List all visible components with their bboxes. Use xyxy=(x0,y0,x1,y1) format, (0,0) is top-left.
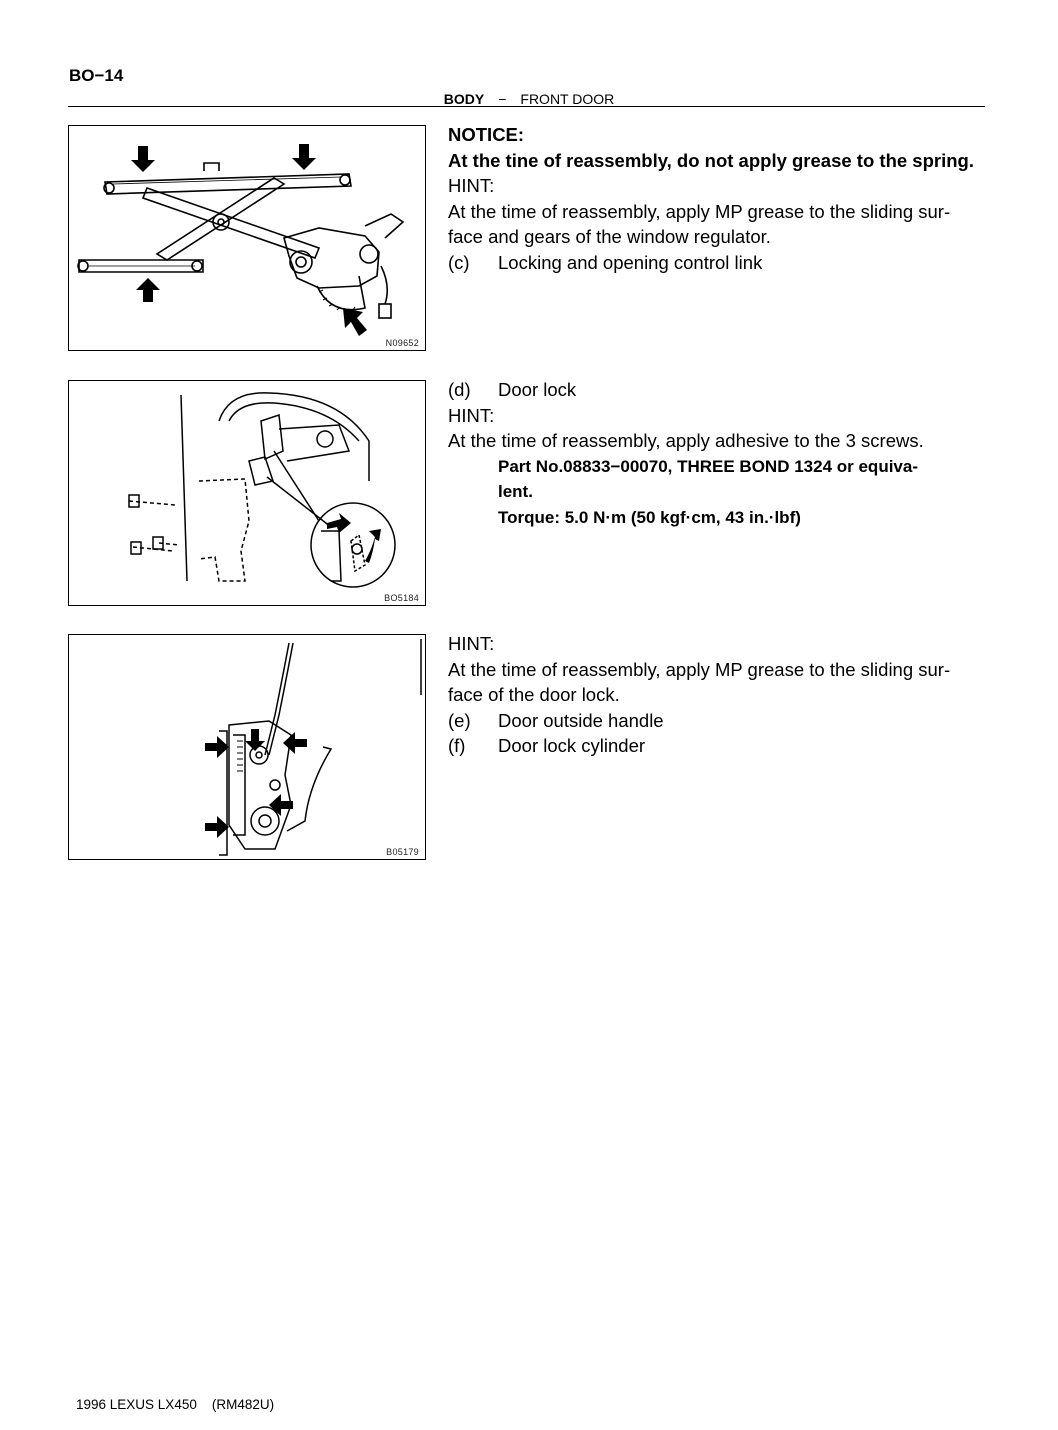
hint-text-line-1: At the time of reassembly, apply MP grease to the sliding sur- xyxy=(448,200,951,222)
subsection-title: FRONT DOOR xyxy=(520,91,615,107)
step-letter: (d) xyxy=(448,379,471,400)
footer xyxy=(76,1397,274,1412)
part-number-line-2: lent. xyxy=(498,482,533,501)
hint-label: HINT: xyxy=(448,633,495,654)
torque-spec: Torque: 5.0 N·m (50 kgf·cm, 43 in.·lbf) xyxy=(498,507,801,527)
section-header xyxy=(0,91,1058,107)
footer-code: (RM482U) xyxy=(211,1397,275,1412)
hint-label: HINT: xyxy=(448,175,495,196)
step-e xyxy=(448,708,988,734)
footer-model: 1996 LEXUS LX450 xyxy=(76,1397,197,1412)
hint-text-line-1: At the time of reassembly, apply MP grease to the sliding sur- xyxy=(448,658,951,680)
step-d xyxy=(448,377,988,403)
step-f xyxy=(448,733,988,759)
hint-text: At the time of reassembly, apply adhesive to the 3 screws. xyxy=(448,430,924,451)
window-regulator-illustration xyxy=(69,126,426,351)
hint-text-line-2: face of the door lock. xyxy=(448,684,620,705)
hint-text-line-2: face and gears of the window regulator. xyxy=(448,226,771,247)
step-letter: (e) xyxy=(448,709,471,731)
step-letter: (c) xyxy=(448,251,470,273)
step-text: Door lock xyxy=(498,379,577,400)
figure-code: N09652 xyxy=(385,338,419,348)
figure-code: B05179 xyxy=(386,847,419,857)
header-separator: − xyxy=(498,91,507,107)
header-rule xyxy=(68,106,985,107)
door-lock-assembly-illustration xyxy=(69,635,426,860)
notice-label: NOTICE: xyxy=(448,124,525,145)
figure-door-lock xyxy=(68,380,426,606)
step-text: Locking and opening control link xyxy=(498,251,763,273)
figure-window-regulator xyxy=(68,125,426,351)
door-lock-illustration xyxy=(69,381,426,606)
figure-door-lock-assembly xyxy=(68,634,426,860)
section-title: BODY xyxy=(443,91,485,107)
page-number: BO−14 xyxy=(69,66,124,85)
figure-code: BO5184 xyxy=(384,593,419,603)
part-number-line-1: Part No.08833−00070, THREE BOND 1324 or equiva- xyxy=(498,456,918,476)
hint-label: HINT: xyxy=(448,404,495,426)
notice-text: At the tine of reassembly, do not apply grease to the spring. xyxy=(448,149,974,171)
step-c xyxy=(448,250,988,276)
text-block-regulator xyxy=(448,122,988,275)
step-text: Door outside handle xyxy=(498,709,664,731)
text-block-door-lock xyxy=(448,377,988,530)
step-letter: (f) xyxy=(448,735,466,756)
step-text: Door lock cylinder xyxy=(498,735,646,756)
text-block-outside-handle xyxy=(448,631,988,759)
